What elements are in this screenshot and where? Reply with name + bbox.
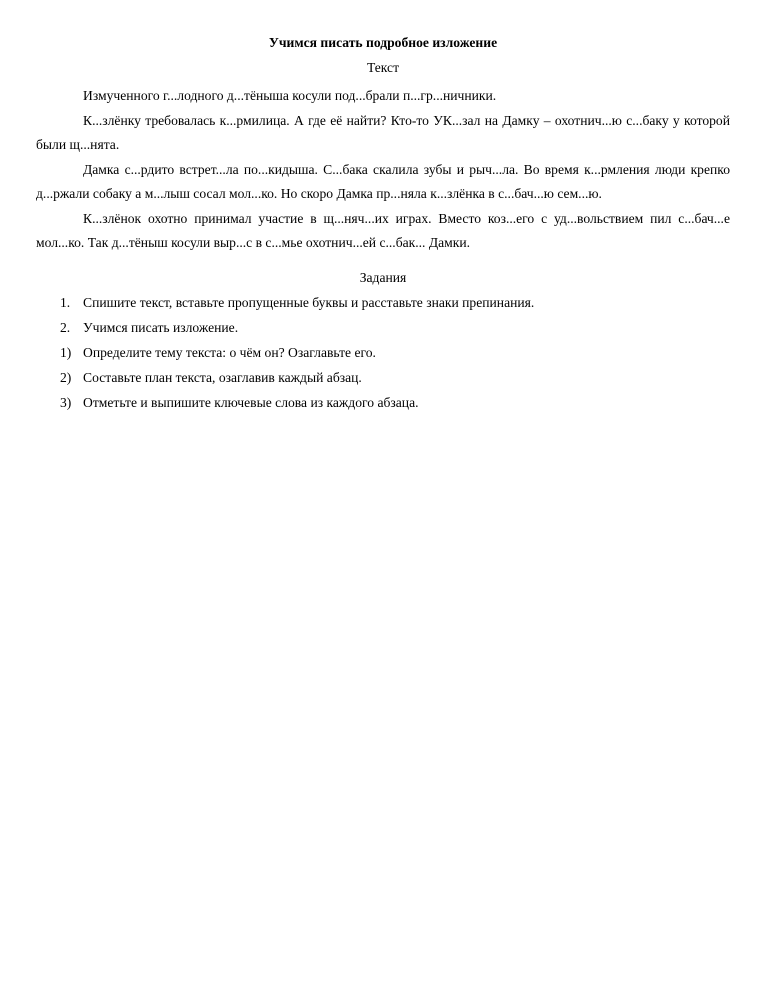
paragraph-2: К...злёнку требовалась к...рмилица. А где её найти? Кто-то УК...зал на Дамку – охотнич...ю с...баку у которой были щ...нята. [36, 112, 730, 152]
document-title: Учимся писать подробное изложение [268, 35, 498, 50]
task-item [36, 290, 730, 315]
text-body [36, 84, 730, 256]
text-section-heading: Текст [366, 60, 400, 75]
task-marker: 1) [60, 344, 72, 360]
task-item [36, 315, 730, 340]
task-item [36, 340, 730, 365]
task-text: Определите тему текста: о чём он? Озаглавьте его. [83, 344, 376, 360]
task-text: Составьте план текста, озаглавив каждый абзац. [83, 369, 362, 385]
paragraph-3: Дамка с...рдито встрет...ла по...кидыша. С...бака скалила зубы и рыч...ла. Во время к...рмления люди крепко д...ржали собаку а м...лыш сосал мол...ко. Но скоро Дамка пр...няла к...злёнка в с...бач...ю сем...ю. [36, 161, 730, 201]
task-text: Учимся писать изложение. [83, 319, 239, 335]
task-marker: 3) [60, 394, 72, 410]
task-list [36, 290, 730, 415]
paragraph-1: Измученного г...лодного д...тёныша косули под...брали п...гр...ничники. [83, 88, 497, 103]
task-item [36, 365, 730, 390]
paragraph-4: К...злёнок охотно принимал участие в щ...няч...их играх. Вместо коз...его с уд...вольствием пил с...бач...е мол...ко. Так д...тёныш косули выр...с в с...мье охотнич...ей с...бак... Дамки. [36, 210, 730, 250]
task-marker: 2. [60, 319, 71, 335]
task-marker: 1. [60, 294, 71, 310]
task-text: Отметьте и выпишите ключевые слова из каждого абзаца. [83, 394, 419, 410]
tasks-section-heading: Задания [359, 269, 407, 285]
task-text: Спишите текст, вставьте пропущенные буквы и расставьте знаки препинания. [83, 294, 535, 310]
task-marker: 2) [60, 369, 72, 385]
task-item [36, 390, 730, 415]
